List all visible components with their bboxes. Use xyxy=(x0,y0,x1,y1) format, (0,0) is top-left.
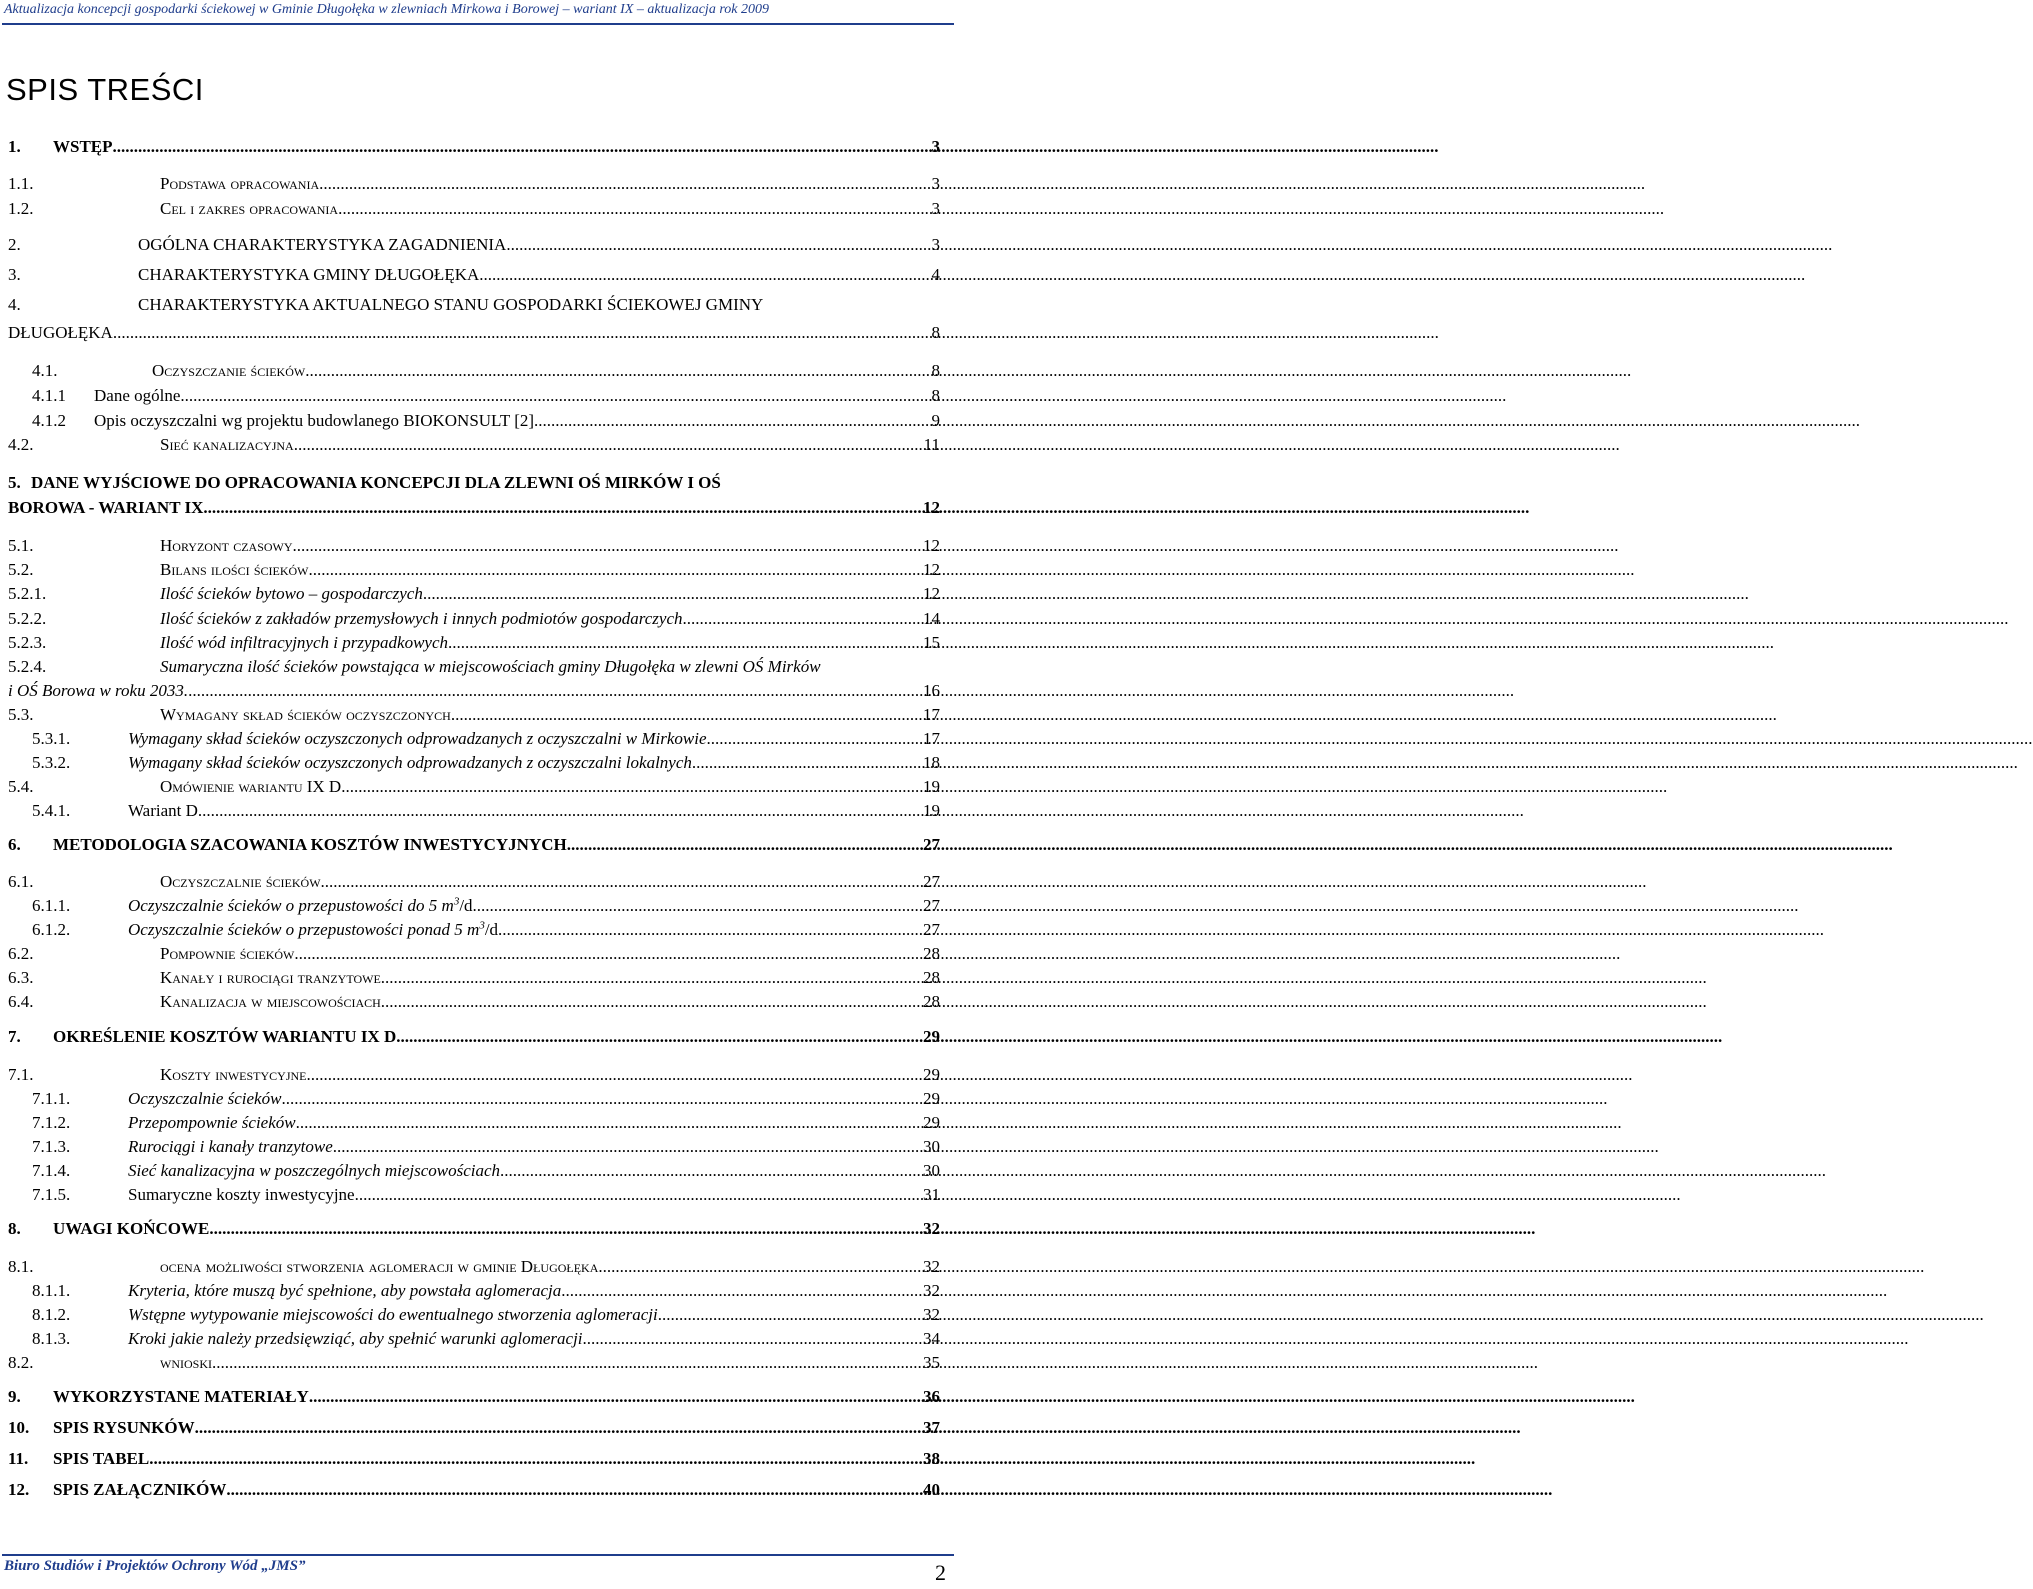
toc-entry-2[interactable]: 2. OGÓLNA CHARAKTERYSTYKA ZAGADNIENIA ..... 3 xyxy=(8,234,940,256)
toc-entry-7-1[interactable]: 7.1. Koszty inwestycyjne ..... 29 xyxy=(8,1064,940,1086)
toc-entry-5-3[interactable]: 5.3. Wymagany skład ścieków oczyszczonych ..... 17 xyxy=(8,704,940,726)
toc-entry-5-2[interactable]: 5.2. Bilans ilości ścieków ..... 12 xyxy=(8,559,940,581)
toc-entry-12[interactable]: 12. SPIS ZAŁĄCZNIKÓW ..... 40 xyxy=(8,1479,940,1501)
toc-entry-5-2-1[interactable]: 5.2.1. Ilość ścieków bytowo – gospodarczych ..... 12 xyxy=(8,583,940,605)
toc-entry-8-1-2[interactable]: 8.1.2. Wstępne wytypowanie miejscowości do ewentualnego stworzenia aglomeracji ..... 32 xyxy=(32,1304,940,1326)
toc-entry-1-1[interactable]: 1.1. Podstawa opracowania ..... 3 xyxy=(8,173,940,195)
toc-entry-6-1-2-text: Oczyszczalnie ścieków o przepustowości ponad 5 $m^3/d$ xyxy=(128,919,499,939)
toc-entry-4-1-1[interactable]: 4.1.1 Dane ogólne ..... 8 xyxy=(32,385,940,407)
toc-entry-7-1-5[interactable]: 7.1.5. Sumaryczne koszty inwestycyjne ..... 31 xyxy=(32,1184,940,1206)
toc-entry-6[interactable]: 6. METODOLOGIA SZACOWANIA KOSZTÓW INWESTYCYJNYCH ..... 27 xyxy=(8,834,940,856)
toc-entry-3[interactable]: 3. CHARAKTERYSTYKA GMINY DŁUGOŁĘKA ..... 4 xyxy=(8,264,940,286)
toc-entry-7-1-1[interactable]: 7.1.1. Oczyszczalnie ścieków ..... 29 xyxy=(32,1088,940,1110)
toc-entry-4-1-2[interactable]: 4.1.2 Opis oczyszczalni wg projektu budowlanego BIOKONSULT [2] ..... 9 xyxy=(32,410,940,432)
footer-rule xyxy=(2,1554,954,1556)
toc-entry-5-1[interactable]: 5.1. Horyzont czasowy ..... 12 xyxy=(8,535,940,557)
toc-entry-6-1[interactable]: 6.1. Oczyszczalnie ścieków ..... 27 xyxy=(8,871,940,893)
toc-entry-5-2-2[interactable]: 5.2.2. Ilość ścieków z zakładów przemysłowych i innych podmiotów gospodarczych ..... 14 xyxy=(8,608,940,630)
footer-text: Biuro Studiów i Projektów Ochrony Wód „JMS” xyxy=(4,1558,306,1574)
toc-entry-8[interactable]: 8. UWAGI KOŃCOWE ..... 32 xyxy=(8,1218,940,1240)
toc-entry-7[interactable]: 7. OKREŚLENIE KOSZTÓW WARIANTU IX D ..... 29 xyxy=(8,1026,940,1048)
toc-entry-5-4-1[interactable]: 5.4.1. Wariant D ..... 19 xyxy=(32,800,940,822)
header-rule xyxy=(2,23,954,25)
toc-entry-8-1-3[interactable]: 8.1.3. Kroki jakie należy przedsięwziąć, aby spełnić warunki aglomeracji ..... 34 xyxy=(32,1328,940,1350)
toc-entry-5-line2[interactable]: BOROWA - WARIANT IX ..... 12 xyxy=(8,497,940,519)
toc-entry-7-1-3[interactable]: 7.1.3. Rurociągi i kanały tranzytowe ..... 30 xyxy=(32,1136,940,1158)
toc-entry-6-3[interactable]: 6.3. Kanały i rurociągi tranzytowe ..... 28 xyxy=(8,967,940,989)
toc-entry-8-1-1[interactable]: 8.1.1. Kryteria, które muszą być spełnione, aby powstała aglomeracja ..... 32 xyxy=(32,1280,940,1302)
page-number: 2 xyxy=(935,1560,946,1585)
toc-entry-5-2-3[interactable]: 5.2.3. Ilość wód infiltracyjnych i przypadkowych ..... 15 xyxy=(8,632,940,654)
toc-entry-5-3-1[interactable]: 5.3.1. Wymagany skład ścieków oczyszczonych odprowadzanych z oczyszczalni w Mirkowie ..... 17 xyxy=(32,728,940,750)
toc-entry-4-line1[interactable]: 4. CHARAKTERYSTYKA AKTUALNEGO STANU GOSPODARKI ŚCIEKOWEJ GMINY xyxy=(8,295,764,314)
toc-entry-8-2[interactable]: 8.2. wnioski ..... 35 xyxy=(8,1352,940,1374)
toc-entry-5-4[interactable]: 5.4. Omówienie wariantu IX D ..... 19 xyxy=(8,776,940,798)
toc-entry-5-3-2[interactable]: 5.3.2. Wymagany skład ścieków oczyszczonych odprowadzanych z oczyszczalni lokalnych ..... 18 xyxy=(32,752,940,774)
toc-entry-5-2-4-line2[interactable]: i OŚ Borowa w roku 2033. ..... 16 xyxy=(8,680,940,702)
toc-entry-5-2-4-line1[interactable]: 5.2.4. Sumaryczna ilość ścieków powstająca w miejscowościach gminy Długołęka w zlewni OŚ Mirków xyxy=(8,657,821,676)
toc-entry-4-2[interactable]: 4.2. Sieć kanalizacyjna ..... 11 xyxy=(8,434,940,456)
toc-entry-4-line2[interactable]: DŁUGOŁĘKA ..... 8 xyxy=(8,322,940,344)
toc-entry-8-1[interactable]: 8.1. ocena możliwości stworzenia aglomeracji w gminie Długołęka ..... 32 xyxy=(8,1256,940,1278)
toc-entry-1-2[interactable]: 1.2. Cel i zakres opracowania ..... 3 xyxy=(8,198,940,220)
toc-entry-6-4[interactable]: 6.4. Kanalizacja w miejscowościach ..... 28 xyxy=(8,991,940,1013)
toc-entry-7-1-2[interactable]: 7.1.2. Przepompownie ścieków ..... 29 xyxy=(32,1112,940,1134)
toc-entry-1[interactable]: 1. WSTĘP ..... 3 xyxy=(8,136,940,158)
running-header: Aktualizacja koncepcji gospodarki ściekowej w Gminie Długołęka w zlewniach Mirkowa i Borowej – wariant IX – aktualizacja rok 2009 xyxy=(4,2,769,17)
toc-entry-6-1-2[interactable]: 6.1.2. Oczyszczalnie ścieków o przepustowości ponad 5 $m^3/d$ ..... 27 xyxy=(32,919,940,941)
toc-entry-6-2[interactable]: 6.2. Pompownie ścieków ..... 28 xyxy=(8,943,940,965)
toc-entry-6-1-1-text: Oczyszczalnie ścieków o przepustowości do 5 $m^3/d$ xyxy=(128,895,473,915)
toc-entry-7-1-4[interactable]: 7.1.4. Sieć kanalizacyjna w poszczególnych miejscowościach ..... 30 xyxy=(32,1160,940,1182)
toc-entry-6-1-1[interactable]: 6.1.1. Oczyszczalnie ścieków o przepustowości do 5 $m^3/d$ ..... 27 xyxy=(32,895,940,917)
toc-entry-11[interactable]: 11. SPIS TABEL ..... 38 xyxy=(8,1448,940,1470)
toc-entry-4-1[interactable]: 4.1. Oczyszczanie ścieków ..... 8 xyxy=(32,360,940,382)
toc-title: SPIS TREŚCI xyxy=(6,72,204,107)
toc-entry-10[interactable]: 10. SPIS RYSUNKÓW ..... 37 xyxy=(8,1417,940,1439)
toc-entry-9[interactable]: 9. WYKORZYSTANE MATERIAŁY ..... 36 xyxy=(8,1386,940,1408)
toc-entry-5-line1[interactable]: 5. DANE WYJŚCIOWE DO OPRACOWANIA KONCEPCJI DLA ZLEWNI OŚ MIRKÓW I OŚ xyxy=(8,473,721,492)
